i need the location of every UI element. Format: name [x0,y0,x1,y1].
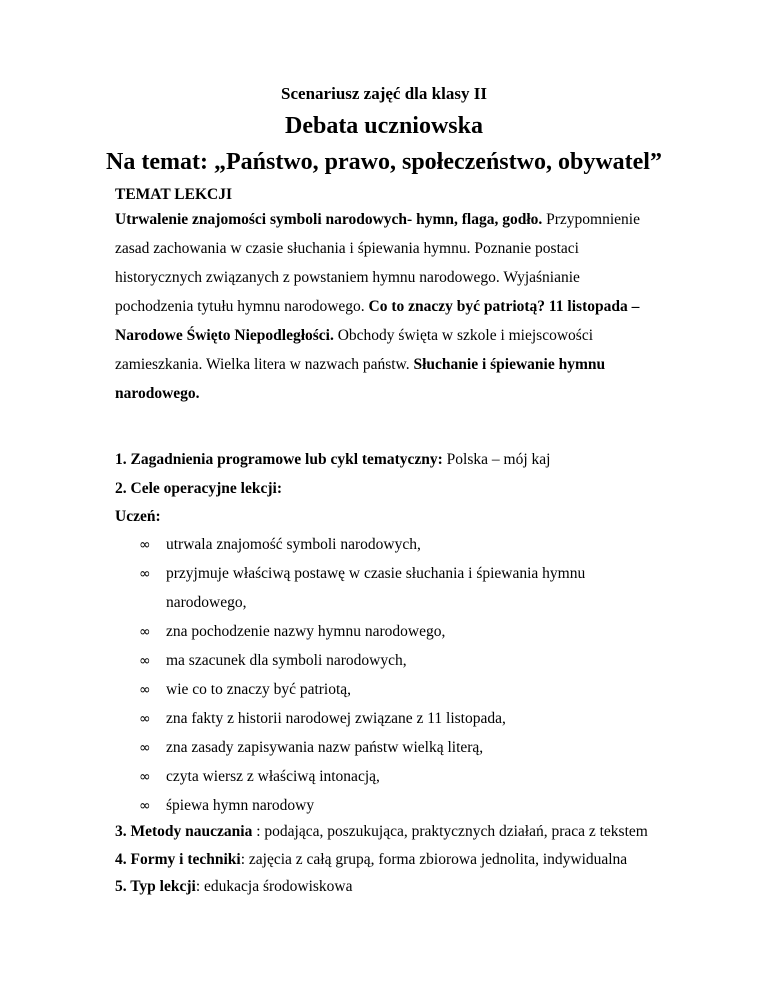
infinity-bullet-icon: ∞ [139,624,151,640]
document-title: Debata uczniowska [284,113,483,139]
goal-item: ∞ zna pochodzenie nazwy hymnu narodowego, [139,623,446,640]
section-5-value: : edukacja środowiskowa [195,878,353,895]
goal-item-continuation: narodowego, [166,594,247,611]
infinity-bullet-icon: ∞ [139,711,151,727]
goal-item: ∞ wie co to znaczy być patriotą, [139,681,352,698]
section-3 [115,823,648,841]
section-1-value: Polska – mój kaj [442,451,551,468]
lesson-topic-line-3: historycznych związanych z powstaniem hymnu narodowego. Wyjaśnianie [115,269,580,286]
section-4-value: : zajęcia z całą grupą, forma zbiorowa jednolita, indywidualna [240,851,628,868]
section-1-label: 1. Zagadnienia programowe lub cykl tematyczny: [115,451,443,468]
goal-item: ∞ utrwala znajomość symboli narodowych, [139,536,421,553]
lesson-topic-heading: TEMAT LEKCJI [115,186,232,203]
lesson-topic-line-7: narodowego. [115,385,200,402]
infinity-bullet-icon: ∞ [139,740,151,756]
section-1 [115,451,550,469]
goal-item: ∞ przyjmuje właściwą postawę w czasie słuchania i śpiewania hymnu [139,565,586,582]
lesson-topic-line-1: Utrwalenie znajomości symboli narodowych- hymn, flaga, godło. Przypomnienie [115,211,640,228]
lesson-topic-line-6: zamieszkania. Wielka litera w nazwach państw. Słuchanie i śpiewanie hymnu [115,356,606,373]
student-label: Uczeń: [115,508,161,525]
lesson-topic-line-5: Narodowe Święto Niepodległości. Obchody święta w szkole i miejscowości [115,327,593,344]
section-4 [115,851,627,869]
section-5 [115,878,353,896]
debate-topic: Na temat: „Państwo, prawo, społeczeństwo, obywatel” [106,149,662,175]
goal-item: ∞ zna zasady zapisywania nazw państw wielką literą, [139,739,484,756]
goal-item: ∞ czyta wiersz z właściwą intonacją, [139,768,380,785]
section-3-label: 3. Metody nauczania [115,823,253,840]
lesson-topic-line-4: pochodzenia tytułu hymnu narodowego. Co to znaczy być patriotą? 11 listopada – [115,298,640,315]
document-subtitle: Scenariusz zajęć dla klasy II [281,84,487,103]
infinity-bullet-icon: ∞ [139,566,151,582]
goal-item: ∞ zna fakty z historii narodowej związane z 11 listopada, [139,710,506,727]
section-2-label: 2. Cele operacyjne lekcji: [115,480,282,497]
infinity-bullet-icon: ∞ [139,653,151,669]
goal-item: ∞ ma szacunek dla symboli narodowych, [139,652,407,669]
section-4-label: 4. Formy i techniki [115,851,241,868]
section-5-label: 5. Typ lekcji [115,878,196,895]
infinity-bullet-icon: ∞ [139,798,151,814]
section-3-value: : podająca, poszukująca, praktycznych działań, praca z tekstem [252,823,648,840]
lesson-topic-line-2: zasad zachowania w czasie słuchania i śpiewania hymnu. Poznanie postaci [115,240,579,257]
infinity-bullet-icon: ∞ [139,769,151,785]
infinity-bullet-icon: ∞ [139,537,151,553]
infinity-bullet-icon: ∞ [139,682,151,698]
goal-item: ∞ śpiewa hymn narodowy [139,797,315,814]
section-2 [115,480,282,498]
